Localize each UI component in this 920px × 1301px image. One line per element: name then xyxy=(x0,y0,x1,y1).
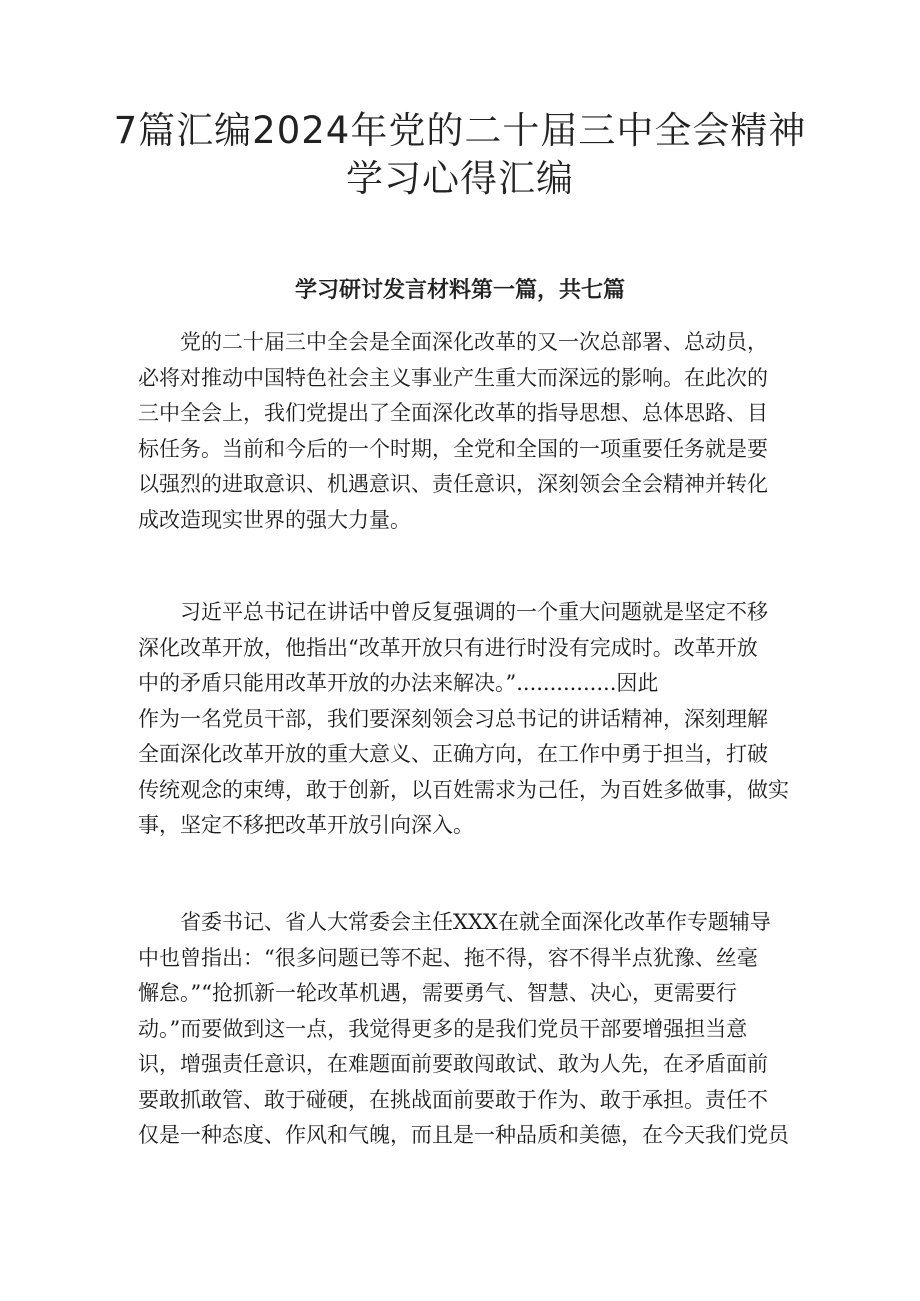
paragraph-line: 必将对推动中国特色社会主义事业产生重大而深远的影响。在此次的 xyxy=(138,365,768,390)
paragraph-line: 习近平总书记在讲话中曾反复强调的一个重大问题就是坚定不移 xyxy=(138,600,768,624)
paragraph-line: 以强烈的进取意识、机遇意识、责任意识，深刻领会全会精神并转化 xyxy=(138,472,768,496)
paragraph-line: 三中全会上，我们党提出了全面深化改革的指导思想、总体思路、目 xyxy=(138,401,768,425)
paragraph-line: 中也曾指出：“很多问题已等不起、拖不得，容不得半点犹豫、丝毫 xyxy=(138,945,758,970)
section-title: 学习研讨发言材料第一篇，共七篇 xyxy=(294,278,625,303)
paragraph-line: 成改造现实世界的强大力量。 xyxy=(138,507,411,532)
paragraph-line: 党的二十届三中全会是全面深化改革的又一次总部署、总动员， xyxy=(138,330,768,354)
document-title-line-1: 7篇汇编2024年党的二十届三中全会精神 xyxy=(113,109,807,152)
paragraph-line: 仅是一种态度、作风和气魄，而且是一种品质和美德，在今天我们党员 xyxy=(138,1123,789,1147)
paragraph-line: 事，坚定不移把改革开放引向深入。 xyxy=(138,813,474,837)
paragraph-line: 省委书记、省人大常委会主任XXX在就全面深化改革作专题辅导 xyxy=(138,910,771,934)
paragraph-line: 要敢抓敢管、敢于碰硬，在挑战面前要敢于作为、敢于承担。责任不 xyxy=(138,1087,768,1112)
paragraph-3 xyxy=(138,905,790,1154)
paragraph-line: 中的矛盾只能用改革开放的办法来解决。”...............因此 xyxy=(138,671,659,695)
document-title-line-2: 学习心得汇编 xyxy=(346,157,574,200)
paragraph-line: 传统观念的束缚，敢于创新，以百姓需求为己任，为百姓多做事，做实 xyxy=(138,777,789,802)
paragraph-line: 动。”而要做到这一点，我觉得更多的是我们党员干部要增强担当意 xyxy=(138,1016,748,1041)
paragraph-line: 标任务。当前和今后的一个时期，全党和全国的一项重要任务就是要 xyxy=(138,436,768,461)
paragraph-2 xyxy=(138,595,790,844)
paragraph-line: 作为一名党员干部，我们要深刻领会习总书记的讲话精神，深刻理解 xyxy=(138,706,768,731)
paragraph-line: 全面深化改革开放的重大意义、正确方向，在工作中勇于担当，打破 xyxy=(138,742,768,766)
paragraph-line: 懈怠。”“抢抓新一轮改革机遇，需要勇气、智慧、决心，更需要行 xyxy=(138,981,737,1005)
paragraph-1 xyxy=(138,325,790,538)
paragraph-line: 识，增强责任意识，在难题面前要敢闯敢试、敢为人先，在矛盾面前 xyxy=(138,1052,768,1076)
paragraph-line: 深化改革开放，他指出“改革开放只有进行时没有完成时。改革开放 xyxy=(138,635,758,660)
